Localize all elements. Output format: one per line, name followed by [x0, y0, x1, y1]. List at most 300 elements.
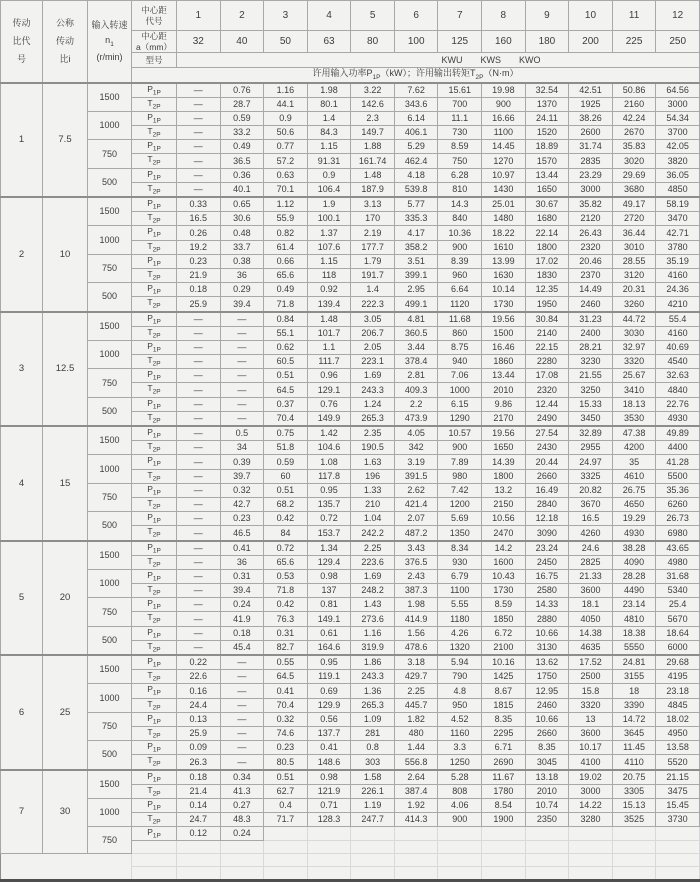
empty-cell: [656, 854, 700, 867]
value-cell: 1100: [438, 584, 482, 598]
value-cell: 13.62: [525, 655, 569, 670]
value-cell: 1320: [438, 640, 482, 655]
value-cell: 0.72: [264, 541, 308, 556]
table-row: [1, 168, 700, 182]
value-cell: 1650: [525, 182, 569, 197]
ratio-code-cell: 6: [1, 655, 43, 770]
value-cell: 930: [438, 555, 482, 569]
empty-cell: [177, 867, 221, 881]
value-cell: 21.15: [656, 770, 700, 785]
input-speed-cell: 1500: [88, 197, 132, 226]
table-row: [1, 140, 700, 154]
value-cell: 36.44: [612, 226, 656, 240]
empty-cell: [220, 841, 264, 854]
header-input-speed-line: 输入转速: [91, 19, 128, 30]
value-cell: 13.2: [482, 483, 526, 497]
value-cell: 1.86: [351, 655, 395, 670]
value-cell: —: [177, 355, 221, 369]
value-cell: 148.6: [307, 755, 351, 770]
value-cell: 3120: [612, 268, 656, 282]
input-speed-cell: 1000: [88, 340, 132, 368]
center-code-cell: 3: [264, 1, 308, 31]
value-cell: 2.81: [394, 369, 438, 383]
value-cell: 4400: [656, 441, 700, 455]
value-cell: 129.4: [307, 555, 351, 569]
value-cell: 18.22: [482, 226, 526, 240]
value-cell: 19.02: [569, 770, 613, 785]
center-code-cell: 5: [351, 1, 395, 31]
value-cell: 107.6: [307, 240, 351, 254]
center-distance-cell: 40: [220, 31, 264, 53]
value-cell: 3260: [612, 297, 656, 312]
value-cell: [569, 827, 613, 841]
value-cell: 2835: [569, 154, 613, 168]
row-label-cell: $P_{1P}$: [132, 254, 177, 268]
value-cell: 20.75: [612, 770, 656, 785]
value-cell: 14.72: [612, 712, 656, 726]
empty-cell: [482, 867, 526, 881]
value-cell: 0.4: [264, 798, 308, 812]
center-distance-cell: 160: [482, 31, 526, 53]
input-speed-cell: 750: [88, 254, 132, 282]
value-cell: 358.2: [394, 240, 438, 254]
header-nominal-ratio-line: 比i: [59, 53, 71, 64]
row-label-cell: $T_{2P}$: [132, 126, 177, 140]
value-cell: 1.4: [307, 111, 351, 125]
row-label-cell: $T_{2P}$: [132, 182, 177, 197]
value-cell: 16.46: [482, 340, 526, 354]
table-row: [1, 854, 700, 867]
value-cell: [394, 827, 438, 841]
value-cell: 22.15: [525, 340, 569, 354]
value-cell: 24.7: [177, 813, 221, 827]
value-cell: [525, 827, 569, 841]
value-cell: 0.51: [264, 483, 308, 497]
value-cell: 4950: [656, 726, 700, 740]
row-label-cell: $T_{2P}$: [132, 411, 177, 426]
value-cell: 445.7: [394, 698, 438, 712]
value-cell: 3.22: [351, 83, 395, 98]
value-cell: 9.86: [482, 397, 526, 411]
value-cell: 3320: [612, 355, 656, 369]
value-cell: 80.1: [307, 97, 351, 111]
value-cell: 2430: [525, 441, 569, 455]
value-cell: 8.35: [482, 712, 526, 726]
value-cell: 2580: [525, 584, 569, 598]
empty-cell: [264, 867, 308, 881]
header-model-label: 型号: [132, 53, 177, 68]
center-code-cell: 6: [394, 1, 438, 31]
row-label-cell: $T_{2P}$: [132, 154, 177, 168]
value-cell: 4635: [569, 640, 613, 655]
value-cell: 1730: [482, 297, 526, 312]
value-cell: 1.19: [351, 798, 395, 812]
value-cell: 14.22: [569, 798, 613, 812]
value-cell: 0.22: [177, 655, 221, 670]
header-input-speed-unit: (r/min): [96, 51, 123, 62]
value-cell: 128.3: [307, 813, 351, 827]
value-cell: 3030: [612, 326, 656, 340]
value-cell: 82.7: [264, 640, 308, 655]
value-cell: 13.44: [482, 369, 526, 383]
value-cell: [351, 827, 395, 841]
value-cell: 13.18: [525, 770, 569, 785]
ratio-code-cell: 3: [1, 312, 43, 427]
value-cell: 1000: [438, 383, 482, 397]
value-cell: 62.7: [264, 784, 308, 798]
value-cell: 1430: [482, 182, 526, 197]
table-row: [1, 312, 700, 327]
value-cell: 730: [438, 126, 482, 140]
table-row: [1, 684, 700, 698]
value-cell: 900: [438, 813, 482, 827]
value-cell: 4850: [656, 182, 700, 197]
value-cell: 44.1: [264, 97, 308, 111]
value-cell: 1780: [482, 784, 526, 798]
value-cell: 118: [307, 268, 351, 282]
value-cell: 16.5: [177, 212, 221, 226]
value-cell: 4650: [612, 497, 656, 511]
value-cell: 406.1: [394, 126, 438, 140]
value-cell: 3820: [656, 154, 700, 168]
value-cell: 76.3: [264, 612, 308, 626]
empty-cell: [525, 841, 569, 854]
value-cell: 14.2: [482, 541, 526, 556]
row-label-cell: $T_{2P}$: [132, 670, 177, 684]
value-cell: 1.33: [351, 483, 395, 497]
value-cell: 36.05: [656, 168, 700, 182]
value-cell: 0.09: [177, 741, 221, 755]
value-cell: 1860: [482, 355, 526, 369]
value-cell: 2460: [569, 297, 613, 312]
value-cell: 2.25: [351, 541, 395, 556]
value-cell: 55.4: [656, 312, 700, 327]
row-label-cell: $P_{1P}$: [132, 798, 177, 812]
value-cell: 1730: [482, 584, 526, 598]
value-cell: 1.92: [394, 798, 438, 812]
value-cell: 161.74: [351, 154, 395, 168]
value-cell: 2.43: [394, 569, 438, 583]
table-row: [1, 598, 700, 612]
value-cell: 2160: [612, 97, 656, 111]
row-label-cell: $T_{2P}$: [132, 555, 177, 569]
value-cell: 36: [220, 268, 264, 282]
value-cell: 41.9: [220, 612, 264, 626]
value-cell: 41.28: [656, 455, 700, 469]
value-cell: —: [177, 182, 221, 197]
value-cell: [307, 827, 351, 841]
header-input-speed-symbol: $n_1$: [105, 34, 114, 48]
value-cell: 177.7: [351, 240, 395, 254]
value-cell: 243.3: [351, 383, 395, 397]
input-speed-cell: 500: [88, 741, 132, 770]
value-cell: —: [220, 397, 264, 411]
row-label-cell: $P_{1P}$: [132, 770, 177, 785]
value-cell: 42.71: [656, 226, 700, 240]
empty-cell: [482, 841, 526, 854]
value-cell: 1.44: [394, 741, 438, 755]
row-label-cell: $P_{1P}$: [132, 684, 177, 698]
value-cell: 25.67: [612, 369, 656, 383]
value-cell: —: [177, 483, 221, 497]
value-cell: 32.97: [612, 340, 656, 354]
value-cell: 8.75: [438, 340, 482, 354]
value-cell: 242.2: [351, 526, 395, 541]
table-row: [1, 541, 700, 556]
center-distance-cell: 250: [656, 31, 700, 53]
value-cell: 10.14: [482, 283, 526, 297]
value-cell: 0.81: [307, 598, 351, 612]
value-cell: 1.24: [351, 397, 395, 411]
nominal-ratio-cell: 30: [43, 770, 88, 854]
input-speed-cell: 750: [88, 827, 132, 854]
value-cell: —: [177, 97, 221, 111]
value-cell: 2500: [569, 670, 613, 684]
header-ratio-code-line: 比代: [12, 35, 31, 46]
input-speed-cell: 500: [88, 512, 132, 541]
empty-cell: [1, 867, 132, 881]
value-cell: 5.28: [438, 770, 482, 785]
value-cell: 2010: [482, 383, 526, 397]
value-cell: 39.4: [220, 297, 264, 312]
model-names: KWU KWS KWO: [177, 53, 700, 68]
value-cell: 170: [351, 212, 395, 226]
value-cell: 26.73: [656, 512, 700, 526]
table-row: [1, 867, 700, 881]
value-cell: 2.19: [351, 226, 395, 240]
value-cell: 10.57: [438, 426, 482, 441]
value-cell: 43.65: [656, 541, 700, 556]
value-cell: 840: [438, 212, 482, 226]
value-cell: 1250: [438, 755, 482, 770]
value-cell: 149.7: [351, 126, 395, 140]
value-cell: 1.88: [351, 140, 395, 154]
ratio-code-cell: 5: [1, 541, 43, 656]
value-cell: 3645: [612, 726, 656, 740]
value-cell: 16.5: [569, 512, 613, 526]
value-cell: 28.28: [612, 569, 656, 583]
value-cell: 0.13: [177, 712, 221, 726]
value-cell: 950: [438, 698, 482, 712]
value-cell: 1750: [525, 670, 569, 684]
value-cell: 35.82: [569, 197, 613, 212]
value-cell: 60.5: [264, 355, 308, 369]
value-cell: 3390: [612, 698, 656, 712]
value-cell: 2.95: [394, 283, 438, 297]
value-cell: —: [220, 326, 264, 340]
value-cell: 860: [438, 326, 482, 340]
value-cell: 30.6: [220, 212, 264, 226]
empty-cell: [525, 867, 569, 881]
value-cell: 1.79: [351, 254, 395, 268]
value-cell: 1.56: [394, 626, 438, 640]
value-cell: 4930: [656, 411, 700, 426]
value-cell: 20.46: [569, 254, 613, 268]
value-cell: 44.72: [612, 312, 656, 327]
value-cell: —: [220, 340, 264, 354]
center-code-cell: 8: [482, 1, 526, 31]
value-cell: 1.36: [351, 684, 395, 698]
empty-cell: [351, 867, 395, 881]
row-label-cell: $P_{1P}$: [132, 283, 177, 297]
value-cell: 119.1: [307, 670, 351, 684]
row-label-cell: $P_{1P}$: [132, 312, 177, 327]
value-cell: —: [177, 598, 221, 612]
value-cell: 31.74: [569, 140, 613, 154]
value-cell: 0.75: [264, 426, 308, 441]
value-cell: 13.44: [525, 168, 569, 182]
value-cell: 15.13: [612, 798, 656, 812]
value-cell: 360.5: [394, 326, 438, 340]
value-cell: 16.66: [482, 111, 526, 125]
value-cell: 0.56: [307, 712, 351, 726]
value-cell: 149.9: [307, 411, 351, 426]
value-cell: 0.59: [264, 455, 308, 469]
value-cell: 29.68: [656, 655, 700, 670]
value-cell: 0.39: [220, 455, 264, 469]
empty-cell: [438, 854, 482, 867]
input-speed-cell: 1000: [88, 684, 132, 712]
value-cell: 0.96: [307, 369, 351, 383]
value-cell: 0.51: [264, 369, 308, 383]
value-cell: 80.5: [264, 755, 308, 770]
row-label-cell: $T_{2P}$: [132, 297, 177, 312]
value-cell: 70.4: [264, 411, 308, 426]
value-cell: 51.8: [264, 441, 308, 455]
value-cell: 22.6: [177, 670, 221, 684]
value-cell: 68.2: [264, 497, 308, 511]
value-cell: —: [177, 126, 221, 140]
value-cell: 7.62: [394, 83, 438, 98]
value-cell: 2450: [525, 555, 569, 569]
value-cell: —: [177, 411, 221, 426]
value-cell: 16.49: [525, 483, 569, 497]
value-cell: 6.15: [438, 397, 482, 411]
value-cell: 2.07: [394, 512, 438, 526]
row-label-cell: $P_{1P}$: [132, 426, 177, 441]
value-cell: 13.99: [482, 254, 526, 268]
value-cell: 3320: [569, 698, 613, 712]
center-distance-cell: 50: [264, 31, 308, 53]
value-cell: 4100: [569, 755, 613, 770]
value-cell: 414.9: [394, 612, 438, 626]
input-speed-cell: 1500: [88, 541, 132, 570]
value-cell: 900: [482, 97, 526, 111]
value-cell: 2660: [525, 469, 569, 483]
empty-cell: [132, 867, 177, 881]
value-cell: 11.68: [438, 312, 482, 327]
value-cell: 16.75: [525, 569, 569, 583]
value-cell: 0.23: [177, 254, 221, 268]
value-cell: 31.68: [656, 569, 700, 583]
empty-cell: [612, 867, 656, 881]
value-cell: 3.18: [394, 655, 438, 670]
value-cell: 1650: [482, 441, 526, 455]
center-code-cell: 11: [612, 1, 656, 31]
value-cell: 38.26: [569, 111, 613, 125]
value-cell: 1.63: [351, 455, 395, 469]
row-label-cell: $P_{1P}$: [132, 83, 177, 98]
value-cell: 25.01: [482, 197, 526, 212]
value-cell: 2825: [569, 555, 613, 569]
value-cell: 42.7: [220, 497, 264, 511]
value-cell: 462.4: [394, 154, 438, 168]
value-cell: 3.05: [351, 312, 395, 327]
table-row: [1, 626, 700, 640]
value-cell: 25.9: [177, 726, 221, 740]
header-ratio-code-line: 号: [16, 53, 26, 64]
value-cell: 12.18: [525, 512, 569, 526]
empty-cell: [307, 867, 351, 881]
value-cell: 0.76: [220, 83, 264, 98]
value-cell: 4.8: [438, 684, 482, 698]
value-cell: 0.38: [220, 254, 264, 268]
value-cell: 21.4: [177, 784, 221, 798]
value-cell: 6.28: [438, 168, 482, 182]
value-cell: 84: [264, 526, 308, 541]
value-cell: 247.7: [351, 813, 395, 827]
value-cell: 3450: [569, 411, 613, 426]
value-cell: 0.72: [307, 512, 351, 526]
value-cell: 5500: [656, 469, 700, 483]
value-cell: —: [177, 154, 221, 168]
row-label-cell: $P_{1P}$: [132, 397, 177, 411]
value-cell: [656, 827, 700, 841]
value-cell: 0.18: [177, 770, 221, 785]
value-cell: 4.05: [394, 426, 438, 441]
value-cell: 36: [220, 555, 264, 569]
value-cell: 1.09: [351, 712, 395, 726]
value-cell: 34: [220, 441, 264, 455]
value-cell: 117.8: [307, 469, 351, 483]
value-cell: —: [177, 168, 221, 182]
value-cell: 5.69: [438, 512, 482, 526]
value-cell: 539.8: [394, 182, 438, 197]
value-cell: 1.04: [351, 512, 395, 526]
value-cell: 24.97: [569, 455, 613, 469]
value-cell: 121.9: [307, 784, 351, 798]
value-cell: 27.54: [525, 426, 569, 441]
value-cell: 149.1: [307, 612, 351, 626]
value-cell: 0.55: [264, 655, 308, 670]
value-cell: —: [177, 569, 221, 583]
value-cell: 1270: [482, 154, 526, 168]
value-cell: 1.42: [307, 426, 351, 441]
value-cell: 18.38: [612, 626, 656, 640]
header-ratio-code: [1, 1, 43, 83]
value-cell: 3010: [612, 240, 656, 254]
value-cell: 1950: [525, 297, 569, 312]
value-cell: 5520: [656, 755, 700, 770]
value-cell: 15.8: [569, 684, 613, 698]
input-speed-cell: 1500: [88, 312, 132, 341]
table-row: [1, 798, 700, 812]
value-cell: 1.37: [307, 226, 351, 240]
value-cell: —: [177, 441, 221, 455]
value-cell: 4090: [612, 555, 656, 569]
empty-cell: [307, 841, 351, 854]
table-row: [1, 512, 700, 526]
empty-cell: [569, 841, 613, 854]
row-label-cell: $T_{2P}$: [132, 268, 177, 282]
value-cell: 35.19: [656, 254, 700, 268]
value-cell: 33.2: [220, 126, 264, 140]
value-cell: 2600: [569, 126, 613, 140]
value-cell: 8.67: [482, 684, 526, 698]
value-cell: 10.74: [525, 798, 569, 812]
value-cell: 42.05: [656, 140, 700, 154]
value-cell: —: [220, 670, 264, 684]
